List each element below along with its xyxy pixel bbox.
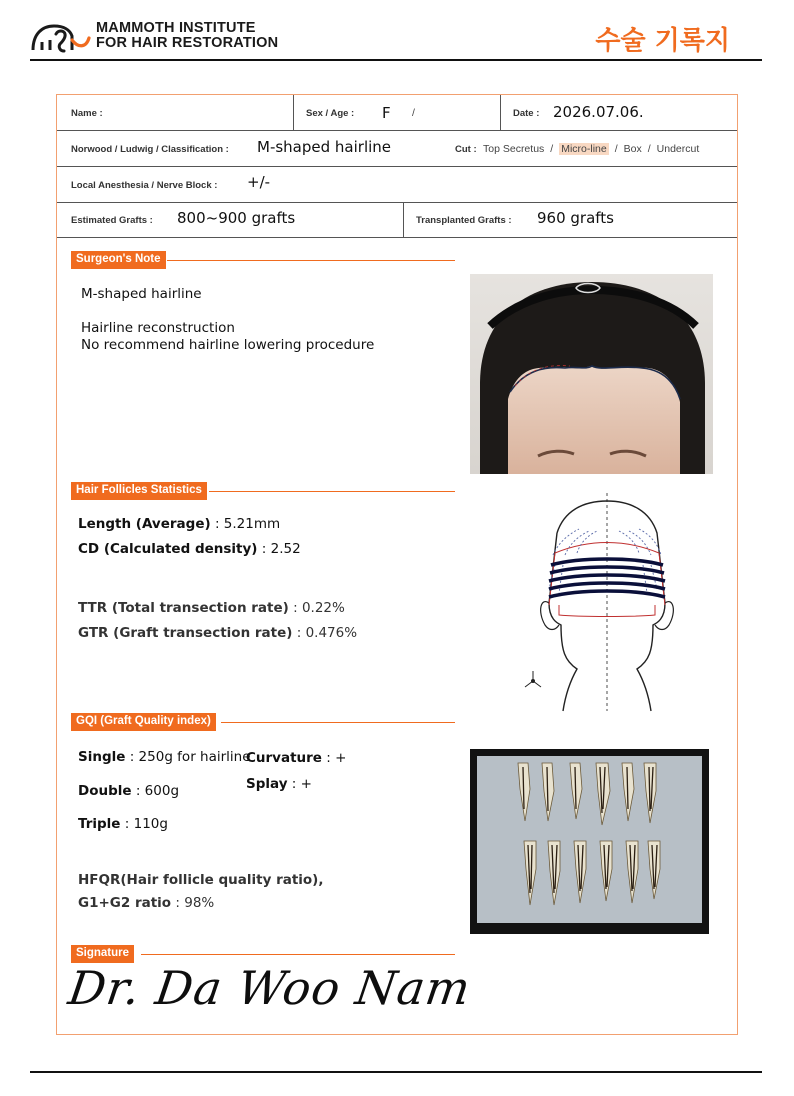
sex-value: F [382,104,391,122]
graft-microscope-photo [470,749,709,934]
row-anesthesia [57,167,737,203]
double-value: : 600g [131,783,180,799]
anesthesia-value: +/- [247,173,271,191]
divider [500,95,501,130]
gtr-value: : 0.476% [292,625,358,641]
length-value: : 5.21mm [210,516,281,532]
date-label: Date : [513,108,540,119]
ttr-value: : 0.22% [288,600,345,616]
splay-stat [246,776,312,792]
row-name-sex-date [57,95,737,131]
doctor-signature: Dr. Da Woo Nam [65,961,475,1015]
cut-option-undercut: Undercut [656,143,700,155]
page-title: 수술 기록지 [595,26,730,56]
note-line-3: No recommend hairline lowering procedure [81,337,375,353]
estimated-grafts-value: 800~900 grafts [177,209,296,227]
surgery-record-form [56,94,738,1035]
triple-stat [78,816,168,832]
gtr-label: GTR (Graft transection rate) [78,625,293,641]
hfqr-label-text: HFQR(Hair follicle quality ratio), [78,872,324,888]
donor-area-diagram [519,493,695,713]
divider [403,202,404,237]
institute-line2: FOR HAIR RESTORATION [96,35,279,51]
cut-separator: / [550,143,554,155]
cut-label: Cut : [455,144,477,155]
classification-value: M-shaped hairline [257,138,392,156]
cut-option-top-secretus: Top Secretus [483,143,545,155]
ratio-label: G1+G2 ratio [78,895,172,911]
double-label: Double [78,783,132,799]
ratio-stat [78,895,214,911]
cut-option-micro-line: Micro-line [561,143,607,155]
single-value: : 250g for hairline [125,749,251,765]
ttr-label: TTR (Total transection rate) [78,600,289,616]
transplanted-grafts-label: Transplanted Grafts : [416,215,512,226]
cd-value: : 2.52 [257,541,301,557]
gtr-stat [78,625,357,641]
gqi-heading: GQI (Graft Quality index) [71,713,216,731]
name-label: Name : [71,108,103,119]
date-value: 2026.07.06. [553,103,644,121]
footer-divider [30,1071,762,1073]
ttr-stat [78,600,345,616]
hfqr-label [78,872,324,888]
surgeons-note-heading: Surgeon's Note [71,251,166,269]
sex-age-label: Sex / Age : [306,108,355,119]
institute-name [96,21,278,51]
splay-label: Splay [246,776,288,792]
classification-label: Norwood / Ludwig / Classification : [71,144,229,155]
triple-value: : 110g [120,816,168,832]
mammoth-logo-icon [30,20,92,56]
length-label: Length (Average) [78,516,211,532]
section-rule [221,722,455,723]
note-line-1: M-shaped hairline [81,286,202,302]
ratio-value: : 98% [171,895,215,911]
page-header [30,16,762,62]
transplanted-grafts-value: 960 grafts [537,209,614,227]
header-divider [30,59,762,61]
cut-separator: / [647,143,651,155]
hairline-photo [470,274,713,474]
institute-line1: MAMMOTH INSTITUTE [96,20,256,36]
estimated-grafts-label: Estimated Grafts : [71,215,153,226]
anesthesia-label: Local Anesthesia / Nerve Block : [71,180,218,191]
single-label: Single [78,749,126,765]
row-grafts [57,202,737,238]
cd-stat [78,541,301,557]
note-line-2: Hairline reconstruction [81,320,235,336]
splay-value: : + [287,776,312,792]
curvature-label: Curvature [246,750,322,766]
curvature-stat [246,750,346,766]
length-stat [78,516,280,532]
divider [293,95,294,130]
cut-options [483,143,699,155]
single-stat [78,749,251,765]
sex-age-slash: / [412,107,415,119]
triple-label: Triple [78,816,121,832]
cut-option-box: Box [623,143,642,155]
signature-heading: Signature [71,945,134,963]
row-classification [57,131,737,167]
follicle-stats-heading: Hair Follicles Statistics [71,482,207,500]
section-rule [209,491,455,492]
cd-label: CD (Calculated density) [78,541,258,557]
section-rule [141,954,455,955]
section-rule [167,260,455,261]
curvature-value: : + [321,750,347,766]
cut-separator: / [614,143,618,155]
double-stat [78,783,179,799]
